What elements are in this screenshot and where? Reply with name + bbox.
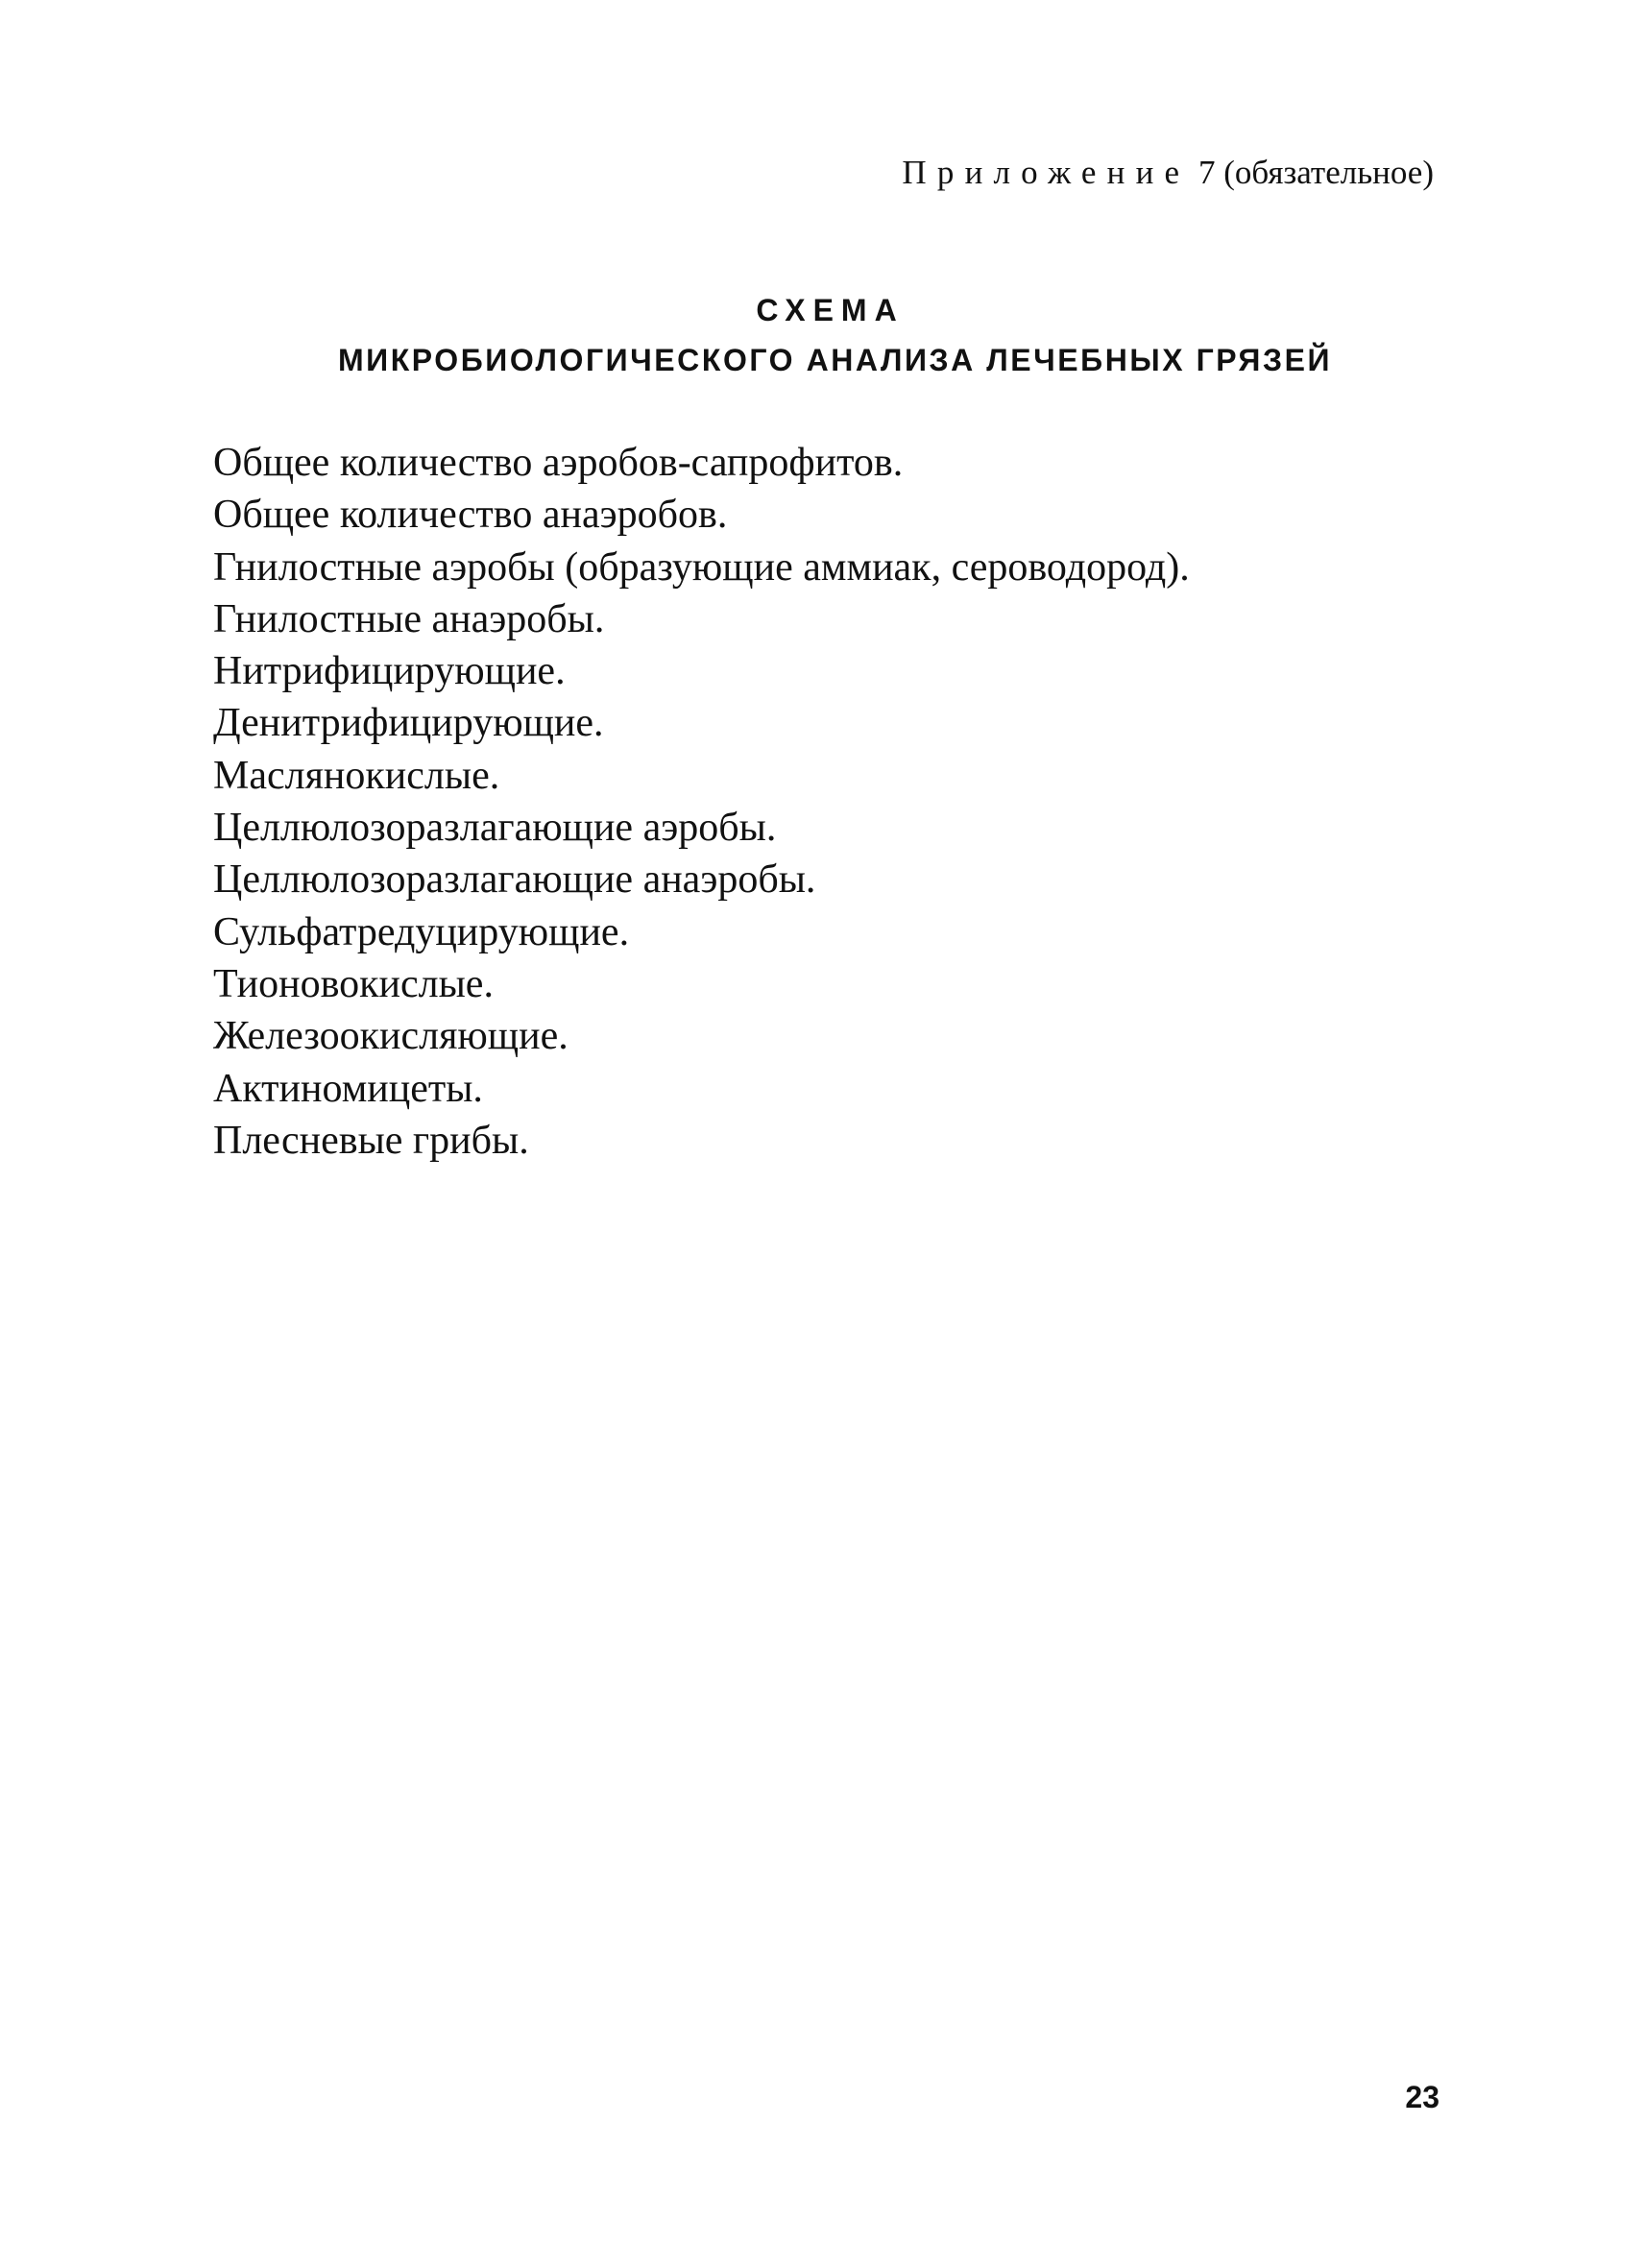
list-item: Общее количество анаэробов. [213, 493, 728, 538]
list-item: Плесневые грибы. [213, 1118, 529, 1163]
list-item: Железоокисляющие. [213, 1014, 568, 1059]
appendix-status: (обязательное) [1223, 154, 1434, 191]
list-item: Сульфатредуцирующие. [213, 909, 630, 954]
list-item: Целлюлозоразлагающие анаэробы. [213, 857, 816, 903]
list-item: Общее количество аэробов-сапрофитов. [213, 441, 904, 485]
list-item: Денитрифицирующие. [213, 701, 604, 746]
appendix-word: Приложение [902, 154, 1191, 191]
list-item: Гнилостные анаэробы. [213, 596, 605, 641]
title-scheme: СХЕМА [756, 293, 905, 327]
list-item: Гнилостные аэробы (образующие аммиак, сероводород). [213, 544, 1190, 590]
list-item: Нитрифицирующие. [213, 649, 566, 694]
page-number: 23 [1405, 2080, 1439, 2114]
appendix-number: 7 [1198, 154, 1216, 191]
list-item: Тионовокислые. [213, 961, 494, 1006]
list-item: Целлюлозоразлагающие аэробы. [213, 806, 777, 851]
title-block [0, 291, 1645, 379]
analysis-item-list [213, 437, 1190, 1167]
list-item: Актиномицеты. [213, 1066, 483, 1111]
appendix-label [902, 152, 1434, 194]
title-subject: МИКРОБИОЛОГИЧЕСКОГО АНАЛИЗА ЛЕЧЕБНЫХ ГРЯЗЕЙ [337, 343, 1333, 377]
list-item: Маслянокислые. [213, 753, 500, 798]
